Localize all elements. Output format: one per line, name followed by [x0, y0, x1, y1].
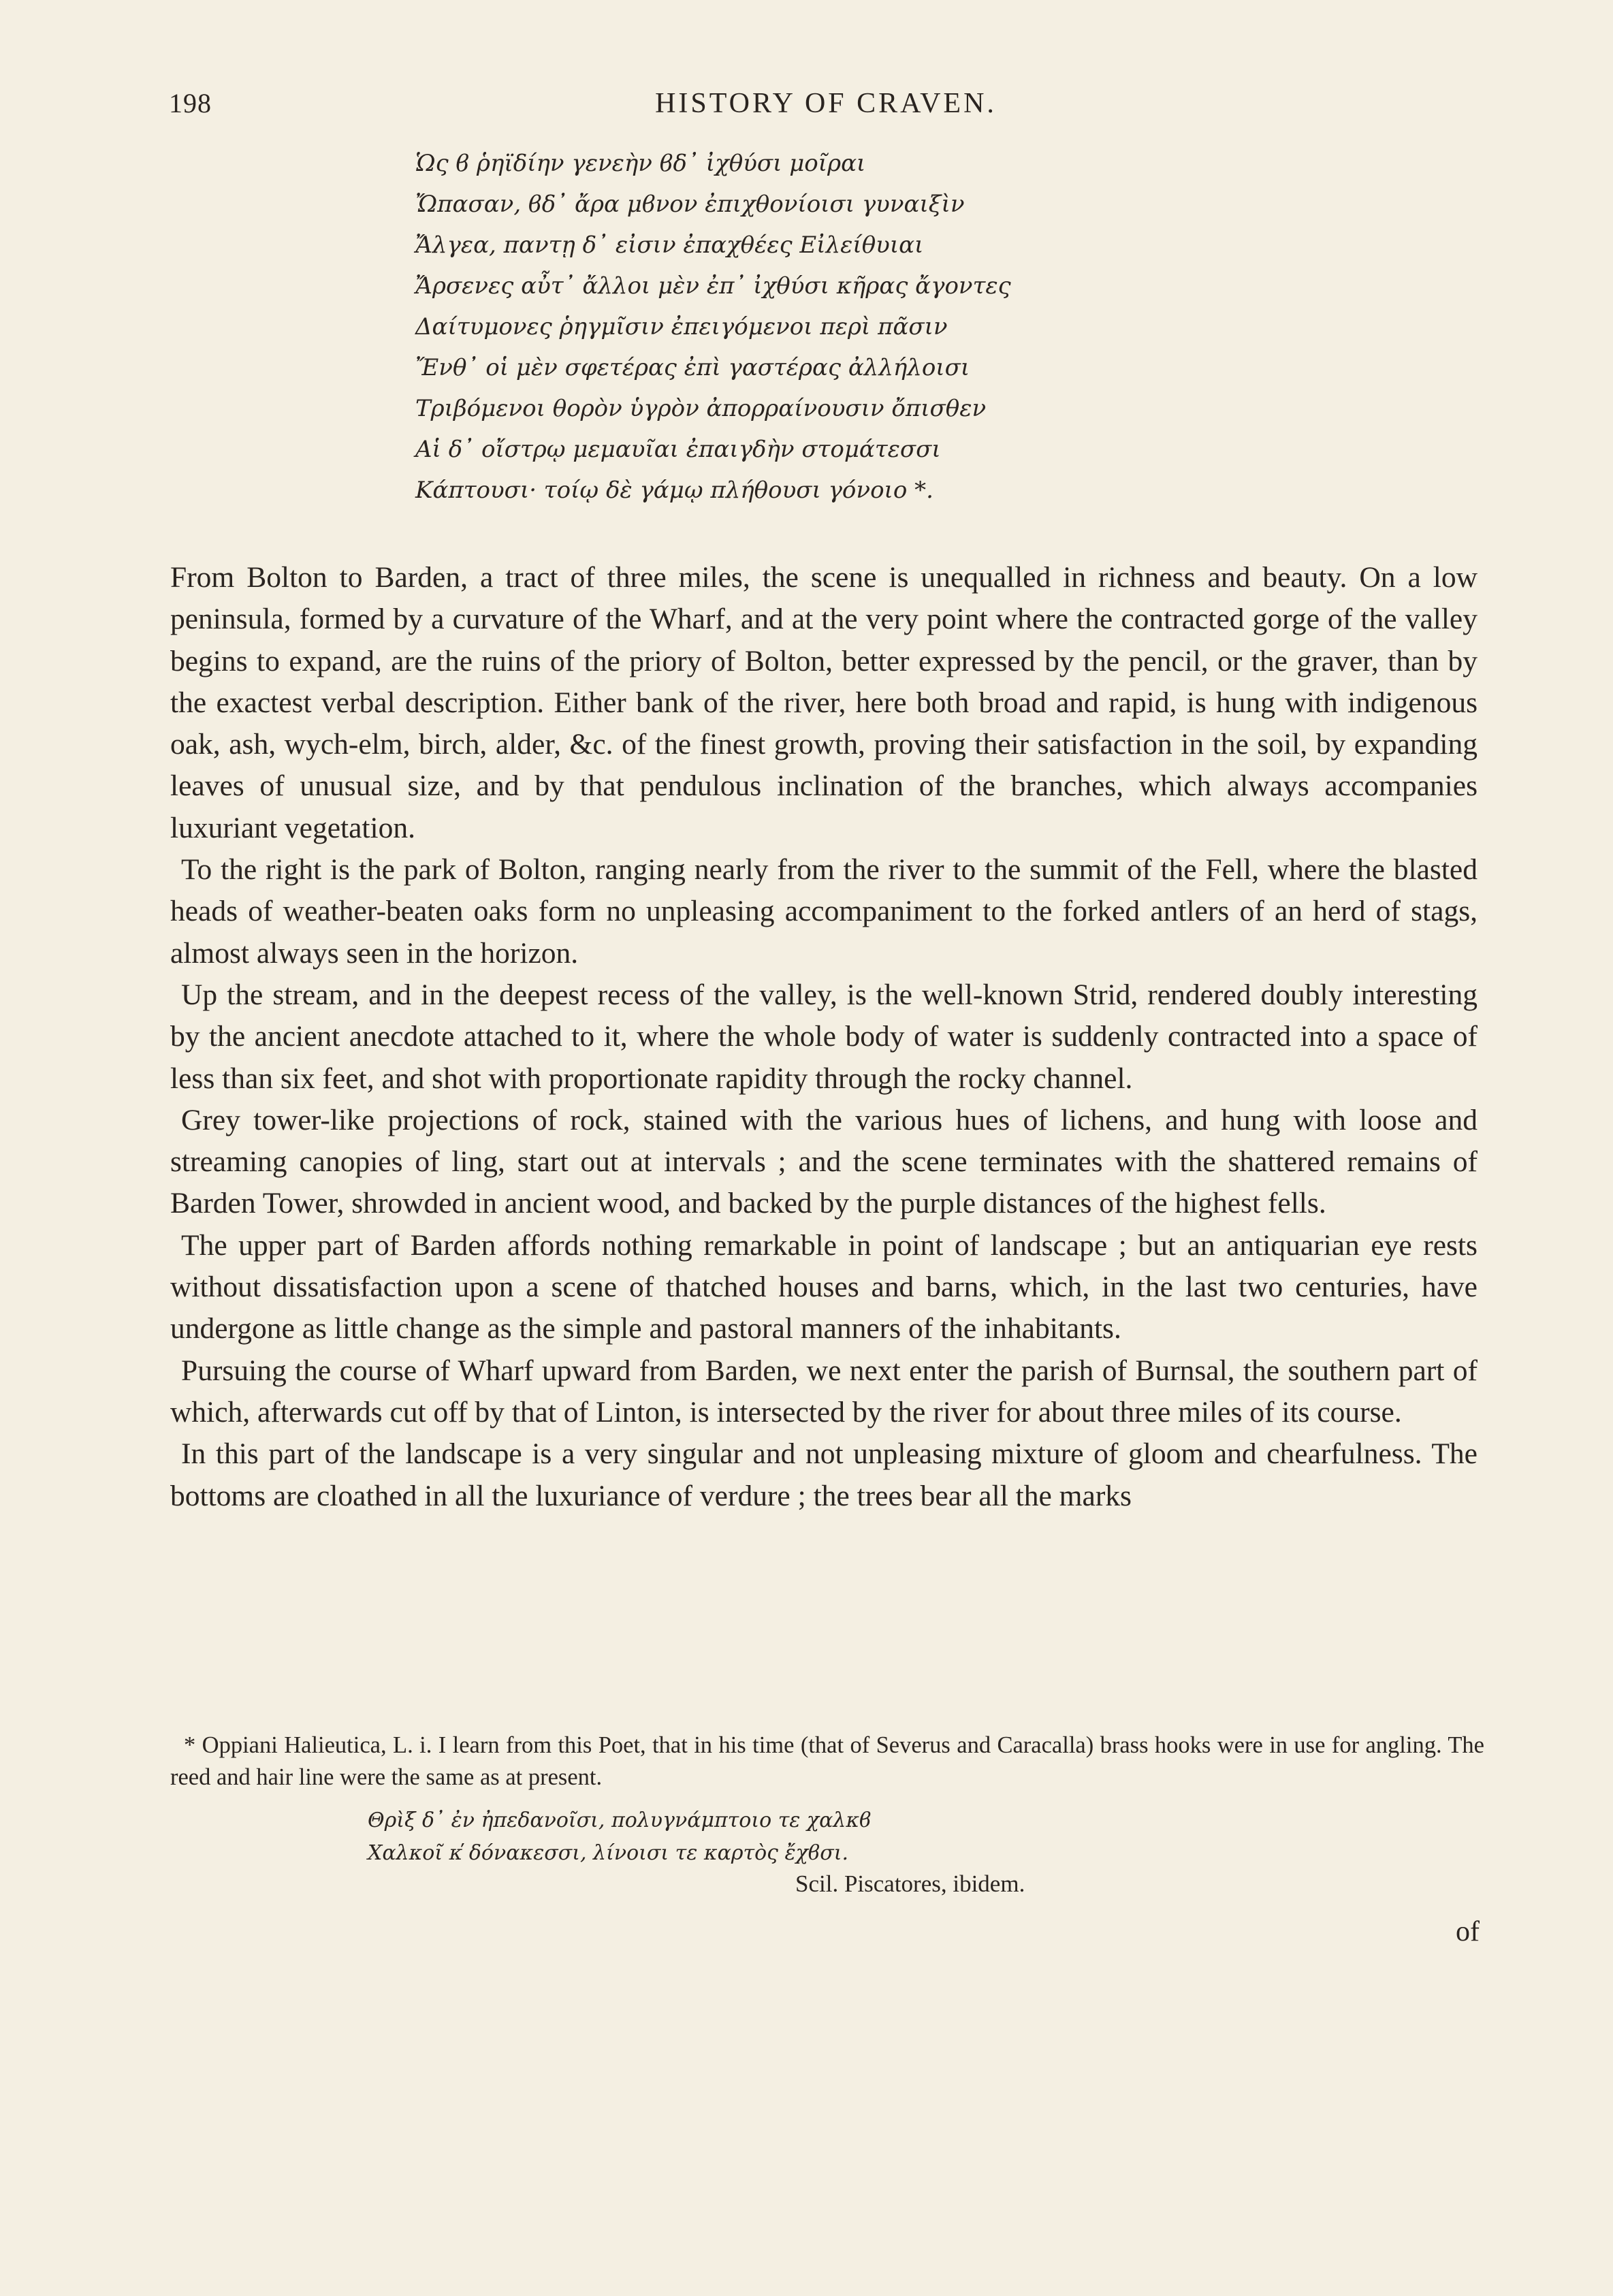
- paragraph: In this part of the landscape is a very singular and not unpleasing mixture of gloom and chearfulness. The bottoms are cloathed in all the luxuriance of verdure ; the trees bear all the marks: [170, 1437, 1478, 1512]
- greek-verse-quotation: [415, 143, 1164, 511]
- greek-verse-line: Δαίτυμονες ῥηγμῖσιν ἐπειγόμενοι περὶ πᾶσιν: [415, 313, 948, 340]
- greek-verse-line: Ἔνθ᾽ οἱ μὲν σφετέρας ἐπὶ γαστέρας ἀλλήλοισι: [415, 354, 970, 381]
- greek-verse-line: Ὤπασαν, ϐδ᾽ ἄρα μϐνον ἐπιχθονίοισι γυναιξὶν: [415, 191, 965, 218]
- footnote-greek-quotation: [368, 1804, 980, 1870]
- greek-verse-line: Ὡς ϐ ῥηϊδίην γενεὴν ϐδ᾽ ἰχθύσι μοῖραι: [415, 150, 866, 177]
- paragraph: From Bolton to Barden, a tract of three miles, the scene is unequalled in richness and beauty. On a low peninsula, formed by a curvature of the Wharf, and at the very point where the contracted gorge of the valley begins to expand, are the ruins of the priory of Bolton, better expressed by the pencil, or the graver, than by the exactest verbal description. Either bank of the river, here both broad and rapid, is hung with indigenous oak, ash, wych-elm, birch, alder, &c. of the finest growth, proving their satisfaction in the soil, by expanding leaves of unusual size, and by that pendulous inclination of the branches, which always accompanies luxuriant vegetation.: [170, 561, 1478, 844]
- body-text: [170, 557, 1478, 1517]
- footnote-citation: Scil. Piscatores, ibidem.: [795, 1870, 1025, 1897]
- running-head: [169, 87, 1483, 128]
- greek-verse-line: Ἄρσενες αὖτ᾽ ἄλλοι μὲν ἐπ᾽ ἰχθύσι κῆρας ἄγοντες: [415, 272, 1011, 300]
- greek-verse-line: Ἄλγεα, παντῃ δ᾽ εἰσιν ἐπαχθέες Εἰλείθυιαι: [415, 232, 924, 259]
- page-number: 198: [169, 88, 212, 118]
- catchword: of: [1456, 1916, 1480, 1947]
- footnote-greek-line: Θρὶξ δ᾽ ἐν ἠπεδανοῖσι, πολυγνάμπτοιο τε χαλκϐ: [368, 1808, 872, 1832]
- greek-verse-line: Κάπτουσι· τοίῳ δὲ γάμῳ πλήθουσι γόνοιο *.: [415, 477, 933, 504]
- running-title: HISTORY OF CRAVEN.: [655, 88, 997, 119]
- greek-verse-line: Τριβόμενοι θορὸν ὑγρὸν ἀπορραίνουσιν ὄπισθεν: [415, 395, 987, 422]
- footnote-greek-line: Χαλκοῖ κ̕ δόνακεσσι, λίνοισι τε καρτὸς ἔχϐσι.: [368, 1841, 848, 1865]
- greek-verse-line: Αἱ δ᾽ οἴστρῳ μεμαυῖαι ἐπαιγδὴν στομάτεσσι: [415, 436, 941, 463]
- paragraph: Up the stream, and in the deepest recess of the valley, is the well-known Strid, rendered doubly interesting by the ancient anecdote attached to it, where the whole body of water is suddenly contracted into a space of less than six feet, and shot with proportionate rapidity through the rocky channel.: [170, 978, 1478, 1095]
- paragraph: Pursuing the course of Wharf upward from Barden, we next enter the parish of Burnsal, the southern part of which, afterwards cut off by that of Linton, is intersected by the river for about three miles of its course.: [170, 1354, 1478, 1429]
- paragraph: The upper part of Barden affords nothing remarkable in point of landscape ; but an antiquarian eye rests without dissatisfaction upon a scene of thatched houses and barns, which, in the last two centuries, have undergone as little change as the simple and pastoral manners of the inhabitants.: [170, 1228, 1478, 1345]
- paragraph: To the right is the park of Bolton, ranging nearly from the river to the summit of the Fell, where the blasted heads of weather-beaten oaks form no unpleasing accompaniment to the forked antlers of an herd of stags, almost always seen in the horizon.: [170, 853, 1478, 970]
- footnote-text: * Oppiani Halieutica, L. i. I learn from this Poet, that in his time (that of Severus and Caracalla) brass hooks were in use for angling. The reed and hair line were the same as at present.: [170, 1732, 1484, 1790]
- footnote: [170, 1729, 1484, 1793]
- paragraph: Grey tower-like projections of rock, stained with the various hues of lichens, and hung with loose and streaming canopies of ling, start out at intervals ; and the scene terminates with the shattered remains of Barden Tower, shrowded in ancient wood, and backed by the purple distances of the highest fells.: [170, 1103, 1478, 1220]
